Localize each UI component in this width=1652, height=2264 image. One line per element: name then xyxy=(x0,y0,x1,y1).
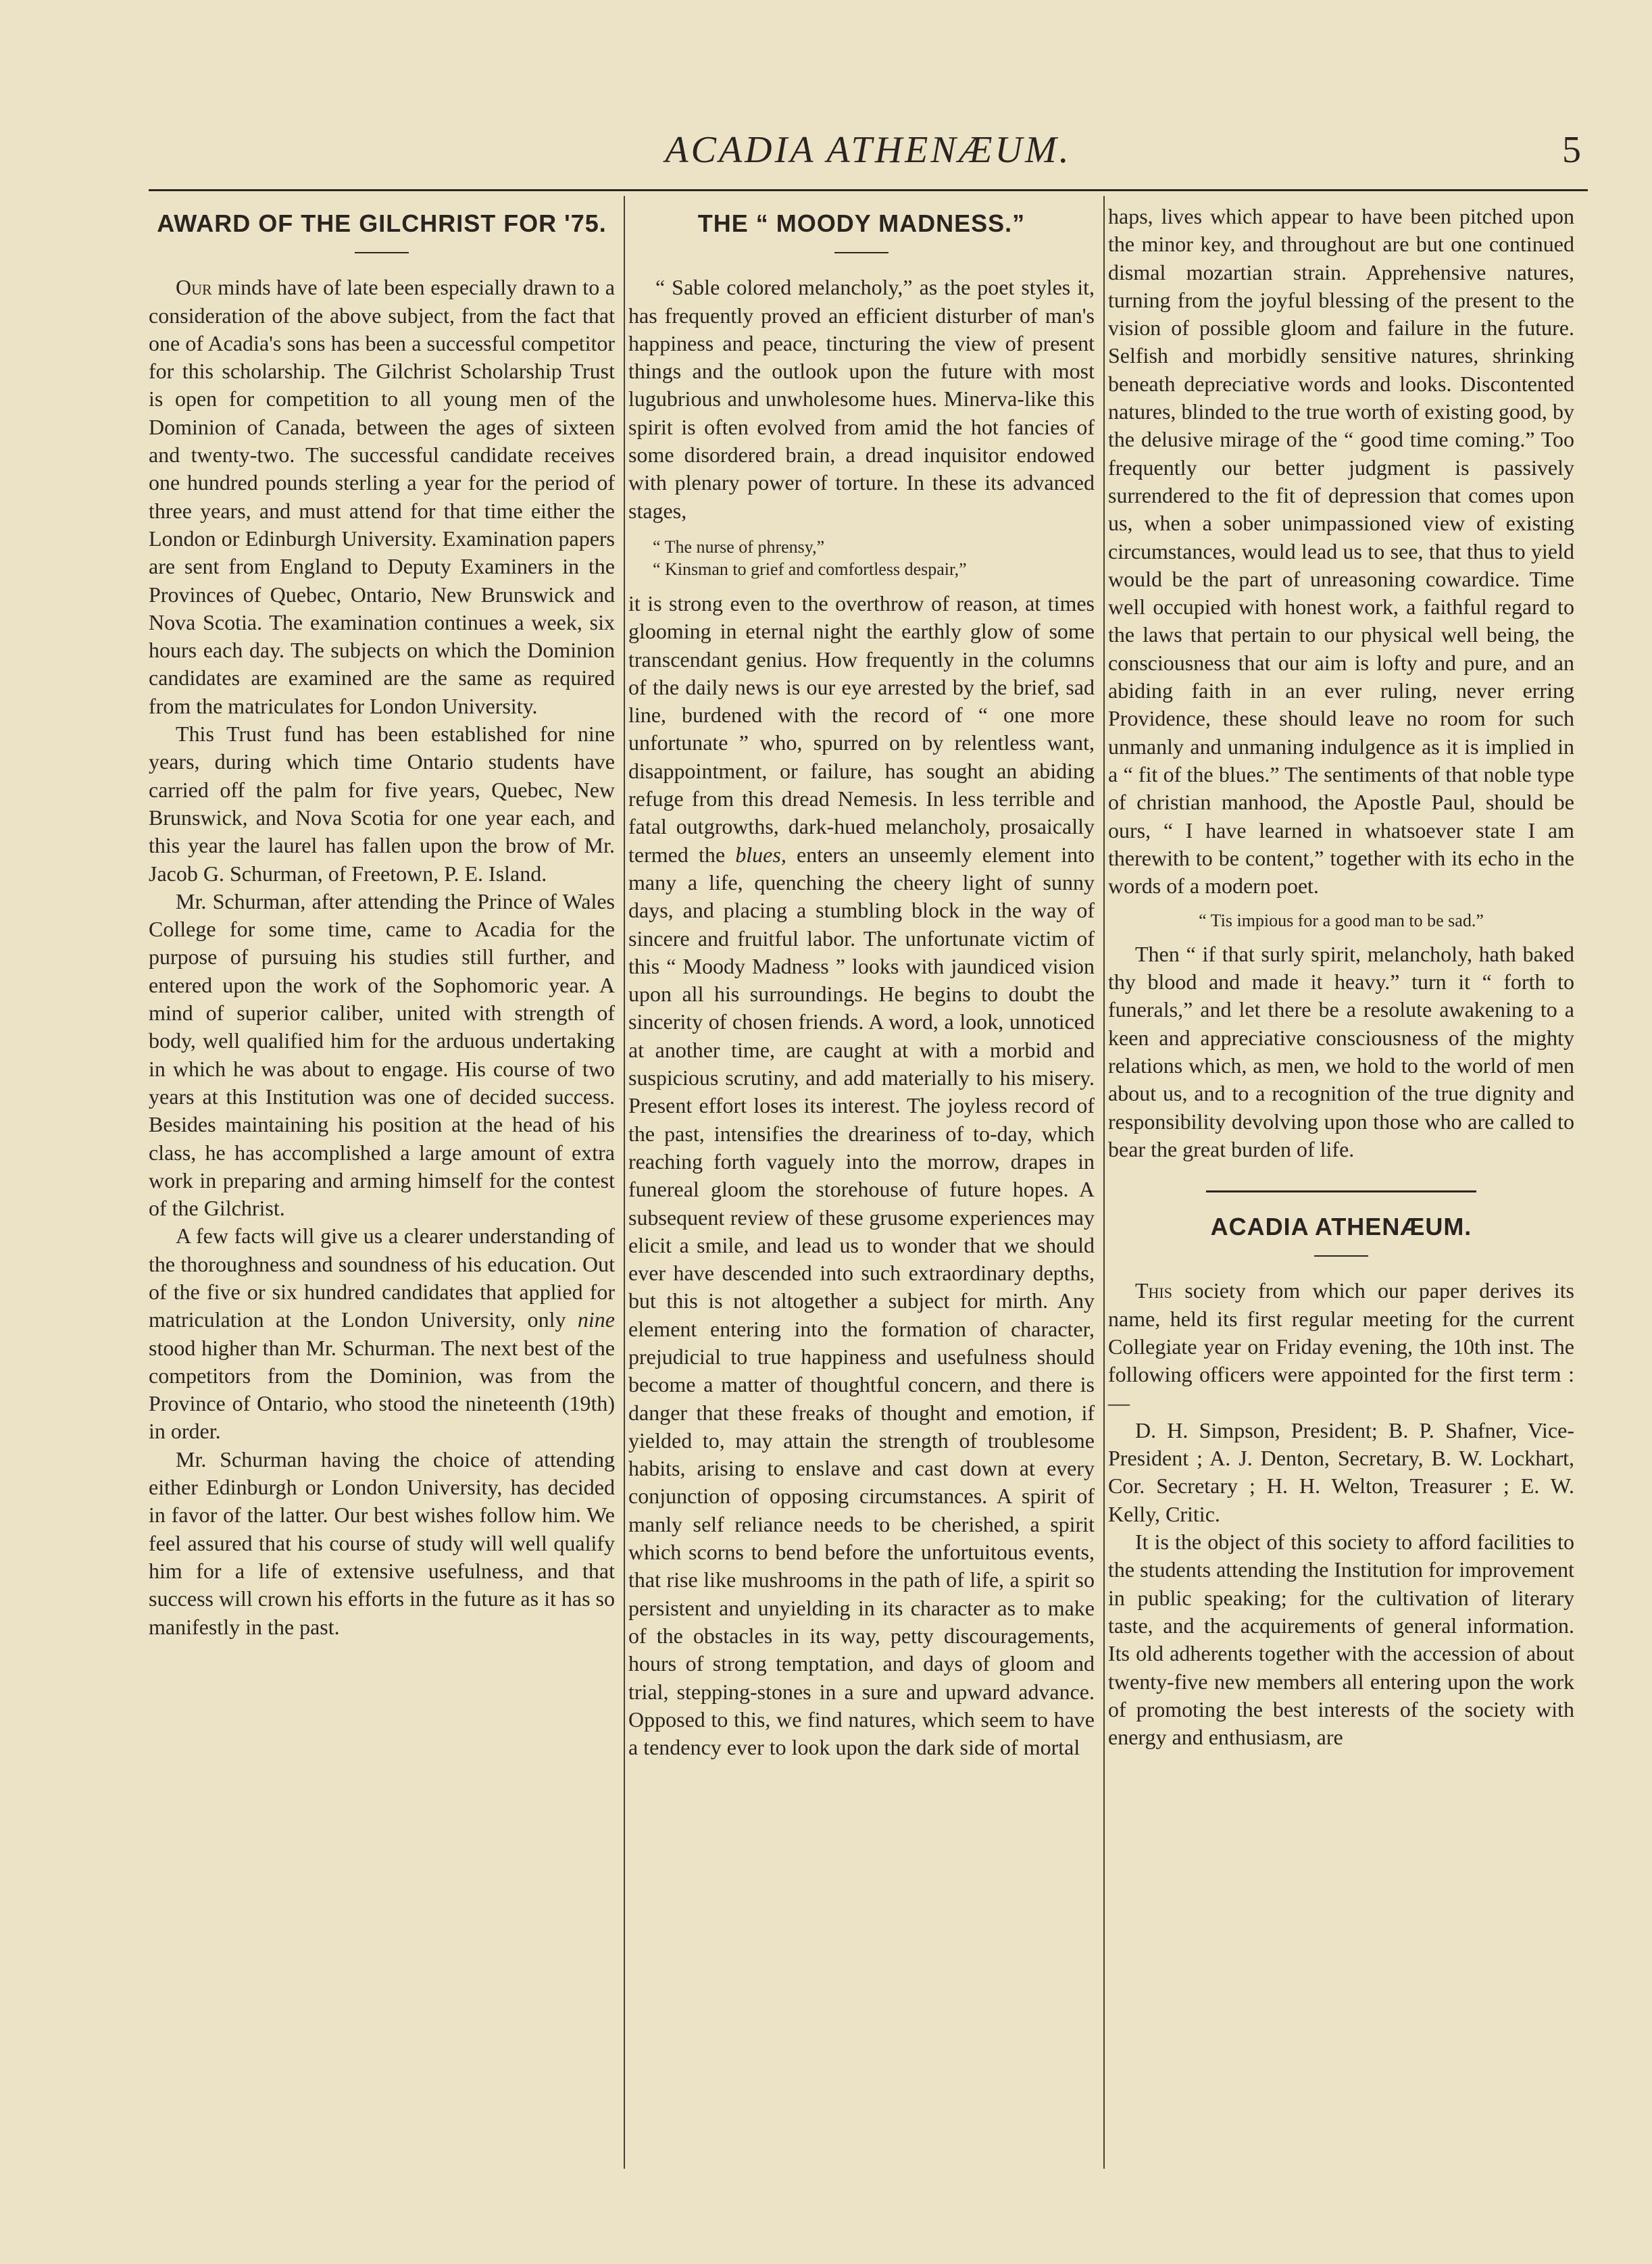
paragraph: haps, lives which appear to have been pitched upon the minor key, and throughout are but one continued dismal mozartian strain. Apprehensive natures, turning from the joyful blessing of the present to the vision of possible gloom and failure in the future. Selfish and morbidly sensitive natures, shrinking beneath depreciative words and looks. Discontented natures, blinded to the true worth of existing good, by the delusive mirage of the “ good time coming.” Too frequently our better judgment is passively surrendered to the fit of depression that comes upon us, when a sober unimpassioned view of existing circumstances, would lead us to see, that thus to yield would be the part of unreasoning cowardice. Time well occupied with honest work, a faithful regard to the laws that pertain to our physical well being, the consciousness that our aim is lofty and pure, and an abiding faith in an ever ruling, never erring Providence, these should leave no room for such unmanly and unmaning indulgence as it is implied in a “ fit of the blues.” The sentiments of that noble type of christian manhood, the Apostle Paul, should be ours, “ I have learned in whatsoever state I am therewith to be content,” together with its echo in the words of a modern poet. xyxy=(1108,204,1574,899)
paragraph-text: minds have of late been especially drawn to a consideration of the above subject, from the fact that one of Acadia's sons has been a successful competitor for this scholarship. The Gilchrist Scholarship Trust is open for competition to all young men of the Dominion of Canada, between the ages of sixteen and twenty-two. The successful candidate receives one hundred pounds sterling a year for the period of three years, and must attend for that time either the London or Edinburgh University. Examination papers are sent from England to Deputy Examiners in the Provinces of Quebec, Ontario, New Brunswick and Nova Scotia. The examination continues a week, six hours each day. The subjects on which the Dominion candidates are examined are the same as required from the matriculates for London University. xyxy=(149,275,616,718)
paragraph xyxy=(1108,1277,1574,1416)
paragraph: This Trust fund has been established for nine years, during which time Ontario students have carried off the palm for five years, Quebec, New Brunswick, and Nova Scotia for one year each, and this year the laurel has fallen upon the brow of Mr. Jacob G. Schurman, of Freetown, P. E. Island. xyxy=(149,722,615,886)
quote-line: “ The nurse of phrensy,” xyxy=(653,536,825,557)
paragraph xyxy=(149,274,615,720)
header-rule xyxy=(149,189,1588,191)
emphasis: nine xyxy=(577,1307,615,1332)
heading-rule xyxy=(355,252,409,253)
column-divider-1 xyxy=(624,196,625,2169)
quote-line: “ Kinsman to grief and comfortless despair,” xyxy=(653,559,967,579)
column-divider-2 xyxy=(1103,196,1105,2169)
poem-quote: “ Tis impious for a good man to be sad.” xyxy=(1199,911,1484,931)
article-heading-athenaeum: ACADIA ATHENÆUM. xyxy=(1210,1213,1472,1241)
paragraph-text: stood higher than Mr. Schurman. The next best of the competitors from the Dominion, was from the Province of Ontario, who stood the nineteenth (19th) in order. xyxy=(149,1335,615,1444)
column-1 xyxy=(149,203,615,1641)
paragraph xyxy=(628,590,1095,1761)
paragraph-text: it is strong even to the overthrow of reason, at times glooming in eternal night the earthly glow of some transcendant genius. How frequently in the columns of the daily news is our eye arrested by the brief, sad line, burdened with the record of “ one more unfortunate ” who, spurred on by relentless want, disappointment, or failure, has sought an abiding refuge from this dread Nemesis. In less terrible and fatal outgrowths, dark-hued melancholy, prosaically termed the xyxy=(628,590,1095,867)
paragraph xyxy=(149,1222,615,1445)
paragraph: Mr. Schurman having the choice of attending either Edinburgh or London University, has decided in favor of the latter. Our best wishes follow him. We feel assured that his course of study will well qualify him for a life of extensive usefulness, and that success will crown his efforts in the future as it has so manifestly in the past. xyxy=(149,1447,615,1639)
lead-word: This xyxy=(1135,1278,1172,1303)
article-heading-moody-madness: THE “ MOODY MADNESS.” xyxy=(697,209,1026,237)
lead-word: Our xyxy=(176,275,212,300)
heading-rule xyxy=(1314,1255,1368,1257)
paragraph: Mr. Schurman, after attending the Prince of Wales College for some time, came to Acadia for the purpose of pursuing his studies still further, and entered upon the work of the Sophomoric year. A mind of superior caliber, united with strength of body, well qualified him for the arduous undertaking in which he was about to engage. His course of two years at this Institution was one of decided success. Besides maintaining his position at the head of his class, he has accomplished a large amount of extra work in preparing and arming himself for the contest of the Gilchrist. xyxy=(149,888,615,1221)
paragraph: It is the object of this society to afford facilities to the students attending the Institution for improvement in public speaking; for the cultivation of literary taste, and the acquirements of general information. Its old adherents together with the accession of about twenty-five new members all entering upon the work of promoting the best interests of the society with energy and enthusiasm, are xyxy=(1108,1530,1574,1750)
emphasis: blues, xyxy=(735,842,786,867)
paragraph: Then “ if that surly spirit, melancholy, hath baked thy blood and made it heavy.” turn it “ forth to funerals,” and let there be a resolute awakening to a keen and appreciative consciousness of the mighty relations which, as men, we hold to the world of men about us, and to a recognition of the true dignity and responsibility devolving upon those who are called to bear the great burden of life. xyxy=(1108,941,1574,1161)
column-2 xyxy=(628,203,1095,1761)
paragraph: “ Sable colored melancholy,” as the poet styles it, has frequently proved an efficient disturber of man's happiness and peace, tincturing the view of present things and the outlook upon the future with most lugubrious and unwholesome hues. Minerva-like this spirit is often evolved from amid the hot fancies of some disordered brain, a dread inquisitor endowed with plenary power of torture. In these its advanced stages, xyxy=(628,275,1095,523)
page-header xyxy=(149,122,1588,182)
column-3 xyxy=(1108,203,1574,1751)
section-rule xyxy=(1206,1190,1476,1192)
paragraph-text: society from which our paper derives its name, held its first regular meeting for the current Collegiate year on Friday evening, the 10th inst. The following officers were appointed for the first term :— xyxy=(1108,1278,1575,1415)
page-number: 5 xyxy=(1562,129,1581,171)
heading-rule xyxy=(834,252,888,253)
paragraph-text: A few facts will give us a clearer understanding of the thoroughness and soundness of his education. Out of the five or six hundred candidates that applied for matriculation at the London University, only xyxy=(149,1224,615,1332)
running-title: ACADIA ATHENÆUM. xyxy=(665,129,1072,171)
officers-list: D. H. Simpson, President; B. P. Shafner, Vice-President ; A. J. Denton, Secretary, B. W. Lockhart, Cor. Secretary ; H. H. Welton, Treasurer ; E. W. Kelly, Critic. xyxy=(1108,1417,1574,1526)
paragraph-text: enters an unseemly element into many a life, quenching the cheery light of sunny days, and placing a stumbling block in the way of sincere and fruitful labor. The unfortunate victim of this “ Moody Madness ” looks with jaundiced vision upon all his surroundings. He begins to doubt the sincerity of chosen friends. A word, a look, unnoticed at another time, are caught at with a morbid and suspicious scrutiny, and add materially to his misery. Present effort loses its interest. The joyless record of the past, intensifies the dreariness of to-day, which reaching forth vaguely into the morrow, drapes in funereal gloom the storehouse of future hopes. A subsequent review of these grusome experiences may elicit a smile, and lead us to wonder that we should ever have descended into such extraordinary depths, but this is not altogether a subject for mirth. Any element entering into the formation of character, prejudicial to true happiness and usefulness should become a matter of thoughtful concern, and there is danger that these freaks of thought and emotion, if yielded to, may attain the strength of troublesome habits, arising to enslave and cast down at every conjunction of opposing circumstances. A spirit of manly self reliance needs to be cherished, a spirit which scorns to bend before the unfortuitous events, that rise like mushrooms in the path of life, a spirit so persistent and unyielding in its character as to make of the obstacles in its way, petty discouragements, hours of strong temptation, and days of gloom and trial, stepping-stones in a sure and upward advance. Opposed to this, we find natures, which seem to have a tendency ever to look upon the dark side of mortal xyxy=(628,842,1095,1760)
article-heading-gilchrist: AWARD OF THE GILCHRIST FOR '75. xyxy=(157,209,607,237)
poem-quote xyxy=(653,536,1095,580)
